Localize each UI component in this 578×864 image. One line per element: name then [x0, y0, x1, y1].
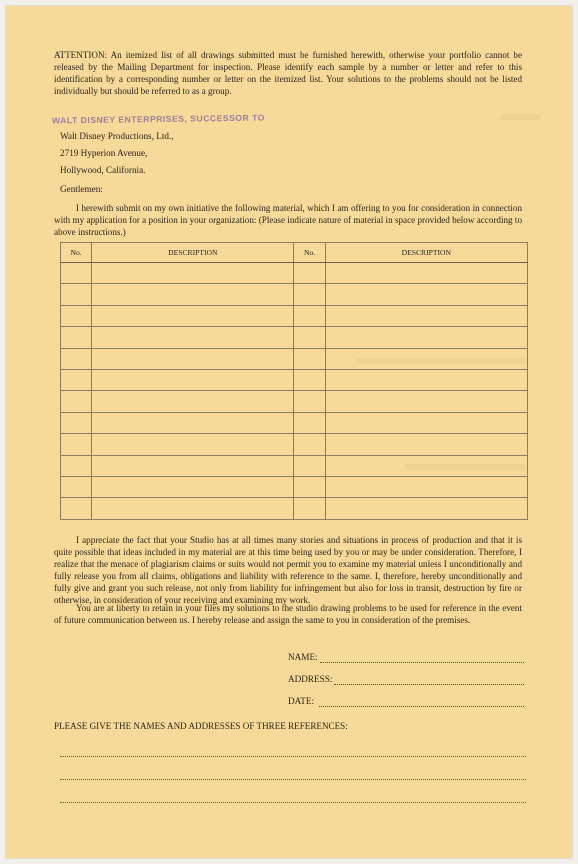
no-cell-right[interactable]	[294, 391, 325, 412]
description-cell-right[interactable]	[325, 498, 527, 520]
description-cell-right[interactable]	[325, 305, 527, 326]
address-field[interactable]	[288, 674, 524, 684]
description-cell-right[interactable]	[325, 370, 527, 391]
description-cell-left[interactable]	[92, 370, 294, 391]
description-cell-left[interactable]	[92, 434, 294, 455]
no-cell-left[interactable]	[61, 284, 92, 305]
no-column-header-left: No.	[61, 243, 92, 263]
reference-line-2[interactable]	[60, 779, 526, 780]
reference-line-1[interactable]	[60, 756, 526, 757]
no-cell-left[interactable]	[61, 477, 92, 498]
address-label: ADDRESS:	[288, 674, 333, 684]
description-cell-right[interactable]	[325, 327, 527, 348]
no-cell-left[interactable]	[61, 263, 92, 284]
no-cell-right[interactable]	[294, 455, 325, 476]
description-cell-left[interactable]	[92, 284, 294, 305]
table-row	[61, 284, 528, 305]
table-row	[61, 477, 528, 498]
no-cell-right[interactable]	[294, 327, 325, 348]
description-cell-left[interactable]	[92, 455, 294, 476]
successor-stamp: WALT DISNEY ENTERPRISES, SUCCESSOR TO	[51, 112, 265, 126]
description-cell-right[interactable]	[325, 455, 527, 476]
address-line-2: 2719 Hyperion Avenue,	[60, 148, 148, 158]
references-heading: PLEASE GIVE THE NAMES AND ADDRESSES OF THREE REFERENCES:	[54, 721, 348, 731]
no-cell-right[interactable]	[294, 412, 325, 433]
name-label: NAME:	[288, 652, 318, 662]
table-row	[61, 455, 528, 476]
no-cell-left[interactable]	[61, 305, 92, 326]
retain-paragraph: You are at liberty to retain in your files my solutions to the studio drawing problems to be used for reference in the event of future communication between us. I hereby release and assign the same to you in consideration of the premises.	[54, 603, 522, 625]
date-field[interactable]	[288, 696, 524, 706]
itemized-list-table	[60, 242, 528, 520]
address-line-3: Hollywood, California.	[60, 165, 146, 175]
no-cell-left[interactable]	[61, 455, 92, 476]
table-row	[61, 305, 528, 326]
no-cell-right[interactable]	[294, 498, 325, 520]
no-cell-right[interactable]	[294, 284, 325, 305]
salutation: Gentlemen:	[60, 184, 103, 194]
table-row	[61, 412, 528, 433]
no-cell-right[interactable]	[294, 263, 325, 284]
table-row	[61, 498, 528, 520]
description-cell-left[interactable]	[92, 412, 294, 433]
table-row	[61, 434, 528, 455]
no-column-header-right: No.	[294, 243, 325, 263]
date-label: DATE:	[288, 696, 315, 706]
table-row	[61, 370, 528, 391]
description-cell-right[interactable]	[325, 284, 527, 305]
no-cell-left[interactable]	[61, 327, 92, 348]
description-cell-left[interactable]	[92, 391, 294, 412]
table-row	[61, 348, 528, 369]
no-cell-left[interactable]	[61, 412, 92, 433]
no-cell-left[interactable]	[61, 498, 92, 520]
description-cell-right[interactable]	[325, 263, 527, 284]
no-cell-right[interactable]	[294, 434, 325, 455]
description-cell-right[interactable]	[325, 348, 527, 369]
no-cell-right[interactable]	[294, 348, 325, 369]
description-cell-left[interactable]	[92, 305, 294, 326]
address-line-1: Walt Disney Productions, Ltd.,	[60, 131, 174, 141]
description-cell-left[interactable]	[92, 327, 294, 348]
no-cell-left[interactable]	[61, 434, 92, 455]
no-cell-left[interactable]	[61, 391, 92, 412]
form-sheet	[6, 6, 572, 858]
description-cell-right[interactable]	[325, 391, 527, 412]
attention-paragraph: ATTENTION: An itemized list of all drawings submitted must be furnished herewith, otherwise your portfolio cannot be released by the Mailing Department for inspection. Please identify each sample by a number or letter and refer to this identification by a corresponding number or letter on the itemized list. Your solutions to the problems should not be listed individually but should be referred to as a group.	[54, 50, 522, 96]
no-cell-right[interactable]	[294, 370, 325, 391]
intro-paragraph: I herewith submit on my own initiative the following material, which I am offering to you for consideration in connection with my application for a position in your organization: (Please indicate nature of material in space provided below according to above instructions.)	[54, 203, 522, 237]
no-cell-right[interactable]	[294, 477, 325, 498]
table-row	[61, 327, 528, 348]
description-cell-left[interactable]	[92, 477, 294, 498]
release-paragraph: I appreciate the fact that your Studio has at all times many stories and situations in process of production and that it is quite possible that ideas included in my material are at this time being used by you or may be under consideration. Therefore, I realize that the menace of plagiarism claims or suits would not permit you to examine my material unless I unconditionally and fully release you from all claims, obligations and liability with reference to the same. I, therefore, hereby unconditionally and fully give and grant you such release, not only from liability for infringement but also for loss in transit, destruction by fire or otherwise, in consideration of your receiving and examining my work.	[54, 535, 522, 605]
description-cell-left[interactable]	[92, 263, 294, 284]
no-cell-right[interactable]	[294, 305, 325, 326]
reference-line-3[interactable]	[60, 802, 526, 803]
name-field[interactable]	[288, 652, 524, 662]
description-cell-left[interactable]	[92, 498, 294, 520]
description-cell-left[interactable]	[92, 348, 294, 369]
no-cell-left[interactable]	[61, 348, 92, 369]
description-column-header-left: DESCRIPTION	[92, 243, 294, 263]
table-row	[61, 391, 528, 412]
description-cell-right[interactable]	[325, 412, 527, 433]
table-row	[61, 263, 528, 284]
no-cell-left[interactable]	[61, 370, 92, 391]
description-cell-right[interactable]	[325, 434, 527, 455]
description-cell-right[interactable]	[325, 477, 527, 498]
description-column-header-right: DESCRIPTION	[325, 243, 527, 263]
